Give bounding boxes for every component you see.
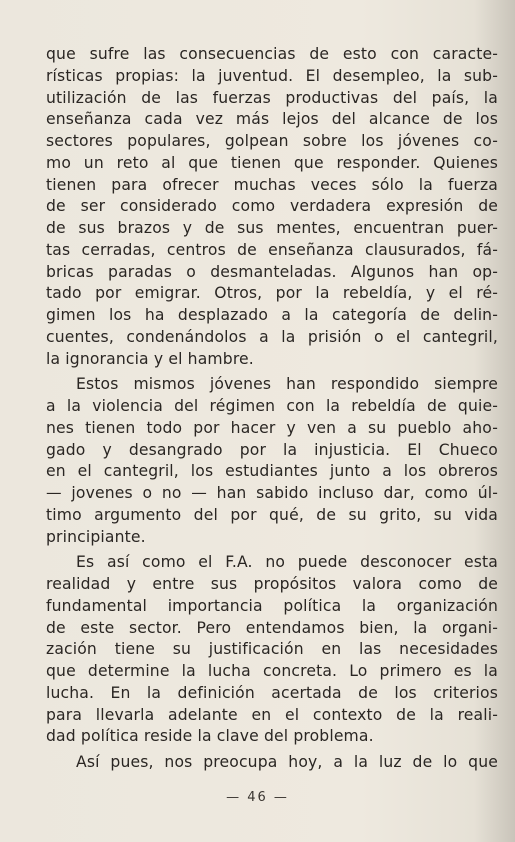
paragraph-1 [46,44,498,370]
text-line: nes tienen todo por hacer y ven a su pueblo aho- [46,418,498,437]
text-line: a la violencia del régimen con la rebeldía de quie- [46,397,498,415]
text-line: gimen los ha desplazado a la categoría de delin- [46,306,498,324]
paragraph-3 [46,552,498,748]
text-line: de este sector. Pero entendamos bien, la organi- [46,618,498,637]
text-line: realidad y entre sus propósitos valora como de [46,575,498,593]
text-line: sectores populares, golpean sobre los jóvenes co- [46,132,498,150]
text-line: de ser considerado como verdadera expresión de [46,197,498,216]
text-line: tienen para ofrecer muchas veces sólo la fuerza [46,175,498,194]
text-line: enseñanza cada vez más lejos del alcance de los [46,110,498,129]
text-line: Así pues, nos preocupa hoy, a la luz de lo que [76,753,498,771]
text-line: Estos mismos jóvenes han respondido siempre [76,375,498,394]
text-line: zación tiene su justificación en las necesidades [46,640,498,659]
text-line: cuentes, condenándolos a la prisión o el cantegril, [46,327,498,346]
text-line: — jovenes o no — han sabido incluso dar, como úl- [46,484,498,502]
text-line: que sufre las consecuencias de esto con caracte- [46,45,498,63]
text-line: tado por emigrar. Otros, por la rebeldía, y el ré- [46,284,498,303]
text-line: la ignorancia y el hambre. [46,349,254,368]
paragraph-4 [46,752,498,774]
text-line: gado y desangrado por la injusticia. El Chueco [46,440,498,459]
text-line: timo argumento del por qué, de su grito, su vida [46,505,498,524]
text-line: para llevarla adelante en el contexto de la reali- [46,705,498,724]
text-line: mo un reto al que tienen que responder. Quienes [46,153,498,172]
text-line: utilización de las fuerzas productivas del país, la [46,88,498,107]
text-line: que determine la lucha concreta. Lo primero es la [46,662,498,680]
text-line: de sus brazos y de sus mentes, encuentran puer- [46,219,498,237]
text-line: dad política reside la clave del problema. [46,727,374,746]
text-line: en el cantegril, los estudiantes junto a los obreros [46,462,498,481]
body-text [46,44,498,778]
text-line: rísticas propias: la juventud. El desempleo, la sub- [46,66,498,85]
paragraph-2 [46,374,498,548]
text-line: tas cerradas, centros de enseñanza clausurados, fá- [46,240,498,259]
text-line: bricas paradas o desmanteladas. Algunos han op- [46,262,498,281]
text-line: principiante. [46,527,146,546]
page-number: — 46 — [226,790,289,805]
text-line: fundamental importancia política la organización [46,596,498,615]
text-line: lucha. En la definición acertada de los criterios [46,683,498,702]
text-line: Es así como el F.A. no puede desconocer esta [76,553,498,572]
